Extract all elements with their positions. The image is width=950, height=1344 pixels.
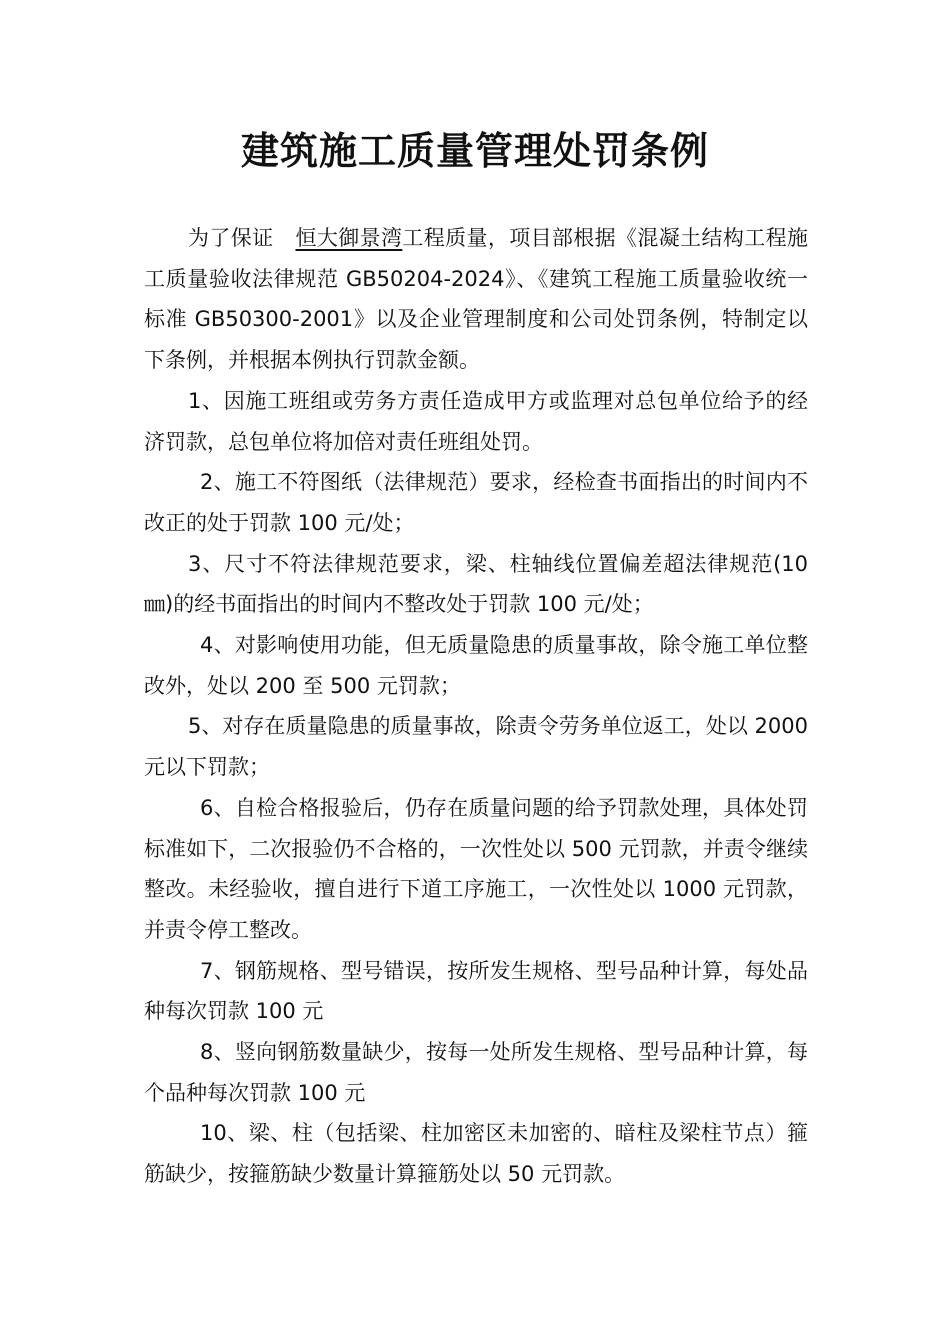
clause-7: 7、钢筋规格、型号错误，按所发生规格、型号品种计算，每处品种每次罚款 100 元 (144, 958, 808, 1024)
document-body (144, 218, 808, 1195)
clause-4: 4、对影响使用功能，但无质量隐患的质量事故，除令施工单位整改外，处以 200 至 500 元罚款； (144, 633, 808, 698)
clause-3: 3、尺寸不符法律规范要求，梁、柱轴线位置偏差超法律规范(10㎜)的经书面指出的时间内不整改处于罚款 100 元/处； (144, 551, 808, 617)
clause-6: 6、自检合格报验后，仍存在质量问题的给予罚款处理，具体处罚标准如下，二次报验仍不合格的，一次性处以 500 元罚款，并责令继续整改。未经验收，擅自进行下道工序施工，一次性处以 1000 元罚款，并责令停工整改。 (144, 795, 808, 942)
clause-5: 5、对存在质量隐患的质量事故，除责令劳务单位返工，处以 2000 元以下罚款； (144, 714, 808, 780)
intro-prefix: 为了保证 (188, 226, 274, 250)
document-title: 建筑施工质量管理处罚条例 (240, 128, 709, 173)
clause-1: 1、因施工班组或劳务方责任造成甲方或监理对总包单位给予的经济罚款，总包单位将加倍对责任班组处罚。 (144, 388, 808, 454)
project-name: 恒大御景湾 (295, 226, 403, 250)
intro-paragraph (144, 218, 808, 381)
clause-10: 10、梁、柱（包括梁、柱加密区未加密的、暗柱及梁柱节点）箍筋缺少，按箍筋缺少数量计算箍筋处以 50 元罚款。 (144, 1121, 808, 1187)
clause-8: 8、竖向钢筋数量缺少，按每一处所发生规格、型号品种计算，每个品种每次罚款 100 元 (144, 1040, 808, 1105)
clause-2: 2、施工不符图纸（法律规范）要求，经检查书面指出的时间内不改正的处于罚款 100 元/处； (144, 470, 808, 535)
intro-suffix: 工程质量，项目部根据《混凝土结构工程施工质量验收法律规范 GB50204-2024》、《建筑工程施工质量验收统一标准 GB50300-2001》以及企业管理制度和公司处罚条例，特制定以下条例，并根据本例执行罚款金额。 (144, 226, 809, 373)
